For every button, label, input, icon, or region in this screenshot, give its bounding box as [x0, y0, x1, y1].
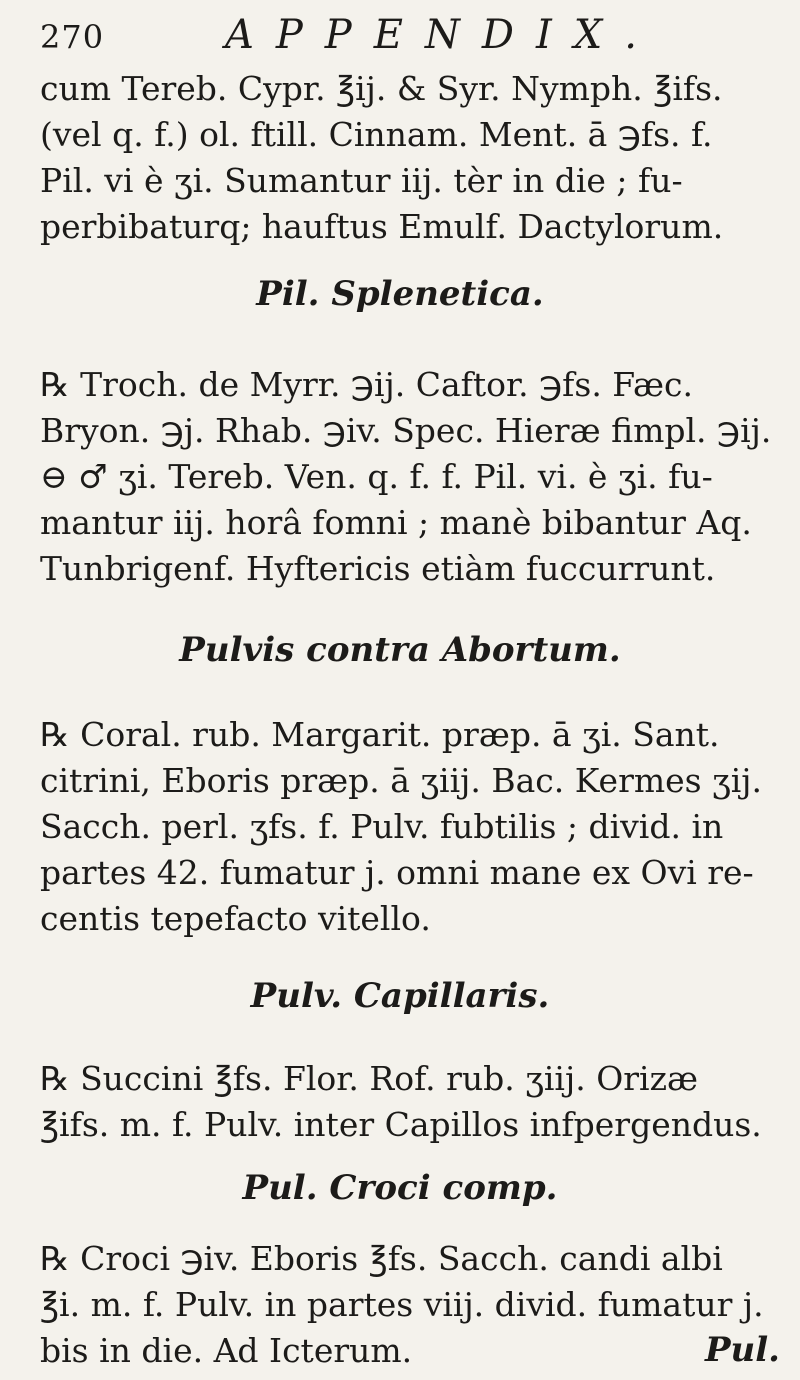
text-line: Sacch. perl. ʒfs. f. Pulv. fubtilis ; divid. in	[40, 807, 724, 846]
catchword: Pul.	[704, 1330, 780, 1370]
text-line: centis tepefacto vitello.	[40, 899, 431, 938]
text-line: ℥ifs. m. f. Pulv. inter Capillos infpergendus.	[40, 1105, 762, 1144]
recipe-title-pulv-capillaris: Pulv. Capillaris.	[250, 976, 550, 1016]
recipe-title-pil-splenetica: Pil. Splenetica.	[256, 274, 544, 314]
text-line: perbibaturq; hauftus Emulf. Dactylorum.	[40, 207, 724, 246]
text-line: ⊖ ♂ ʒi. Tereb. Ven. q. f. f. Pil. vi. è ʒi. fu-	[40, 457, 713, 496]
running-head: APPENDIX.	[225, 12, 659, 58]
text-line: ℞ Coral. rub. Margarit. præp. ā ʒi. Sant.	[40, 715, 720, 754]
text-line: bis in die. Ad Icterum.	[40, 1331, 413, 1370]
continuation-paragraph	[40, 66, 800, 250]
page-number: 270	[40, 18, 105, 56]
text-line: mantur iij. horâ fomni ; manè bibantur Aq.	[40, 503, 752, 542]
recipe-pil-splenetica	[40, 362, 800, 592]
recipe-title-pul-croci-comp: Pul. Croci comp.	[242, 1168, 558, 1208]
text-line: Tunbrigenf. Hyftericis etiàm fuccurrunt.	[40, 549, 716, 588]
text-line: cum Tereb. Cypr. ℥ij. & Syr. Nymph. ℥ifs.	[40, 69, 723, 108]
text-line: ℞ Troch. de Myrr. ℈ij. Caftor. ℈fs. Fæc.	[40, 365, 693, 404]
text-line: ℥i. m. f. Pulv. in partes viij. divid. fumatur j.	[40, 1285, 764, 1324]
text-line: ℞ Succini ℥fs. Flor. Rof. rub. ʒiij. Orizæ	[40, 1059, 698, 1098]
text-line: (vel q. f.) ol. ftill. Cinnam. Ment. ā ℈fs. f.	[40, 115, 713, 154]
text-line: partes 42. fumatur j. omni mane ex Ovi re-	[40, 853, 754, 892]
text-line: Pil. vi è ʒi. Sumantur iij. tèr in die ; fu-	[40, 161, 683, 200]
page-header	[40, 12, 780, 60]
text-line: citrini, Eboris præp. ā ʒiij. Bac. Kermes ʒij.	[40, 761, 762, 800]
text-line: Bryon. ℈j. Rhab. ℈iv. Spec. Hieræ fimpl. ℈ij.	[40, 411, 772, 450]
text-line: ℞ Croci ℈iv. Eboris ℥fs. Sacch. candi albi	[40, 1239, 723, 1278]
recipe-pulvis-contra-abortum	[40, 712, 800, 942]
recipe-title-pulvis-contra-abortum: Pulvis contra Abortum.	[179, 630, 621, 670]
recipe-pulv-capillaris	[40, 1056, 800, 1148]
recipe-pul-croci-comp	[40, 1236, 800, 1374]
